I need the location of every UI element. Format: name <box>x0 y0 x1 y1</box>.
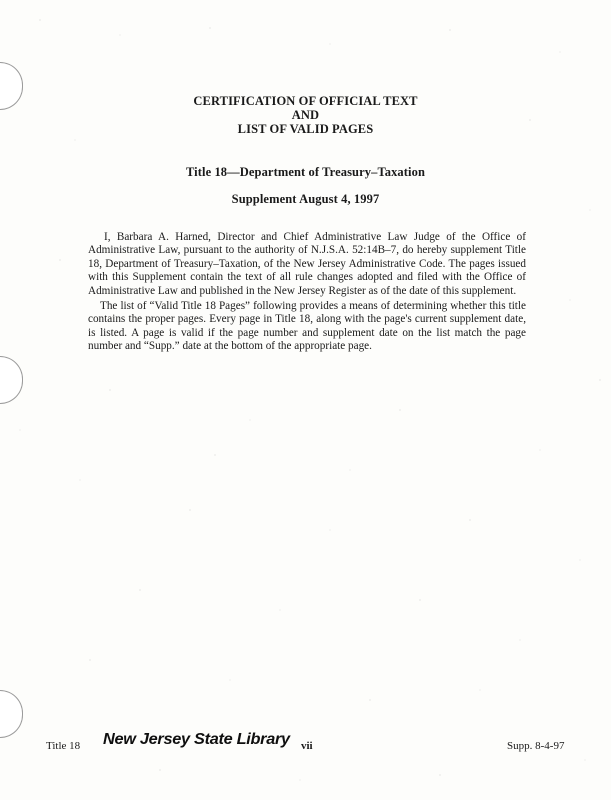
footer-title: Title 18 <box>46 740 81 752</box>
punch-hole-middle <box>0 356 23 404</box>
supplement-date: Supplement August 4, 1997 <box>231 192 380 206</box>
title-department: Title 18—Department of Treasury–Taxation <box>185 165 426 179</box>
heading-and: AND <box>291 108 320 122</box>
punch-hole-bottom <box>0 690 23 738</box>
heading-list-valid-pages: LIST OF VALID PAGES <box>237 122 374 136</box>
library-stamp: New Jersey State Library <box>103 731 290 748</box>
footer-supplement: Supp. 8-4-97 <box>507 740 565 752</box>
footer-page-number: vii <box>301 740 313 752</box>
heading-certification: CERTIFICATION OF OFFICIAL TEXT <box>193 94 418 108</box>
body-paragraph-certification: I, Barbara A. Harned, Director and Chief Administrative Law Judge of the Office of Administrative Law, pursuant to the authority of N.J.S.A. 52:14B–7, do hereby supplement Title 18, Department of Treasury–Taxation, of the New Jersey Administrative Code. The pages issued with this Supplement contain the text of all rule changes adopted and filed with the Office of Administrative Law and published in the New Jersey Register as of the date of this supplement. <box>88 231 526 297</box>
body-paragraph-valid-pages: The list of “Valid Title 18 Pages” following provides a means of determining whether this title contains the proper pages. Every page in Title 18, along with the page's current supplement date, is listed. A page is valid if the page number and supplement date on the list match the page number and “Supp.” date at the bottom of the appropriate page. <box>88 300 526 353</box>
